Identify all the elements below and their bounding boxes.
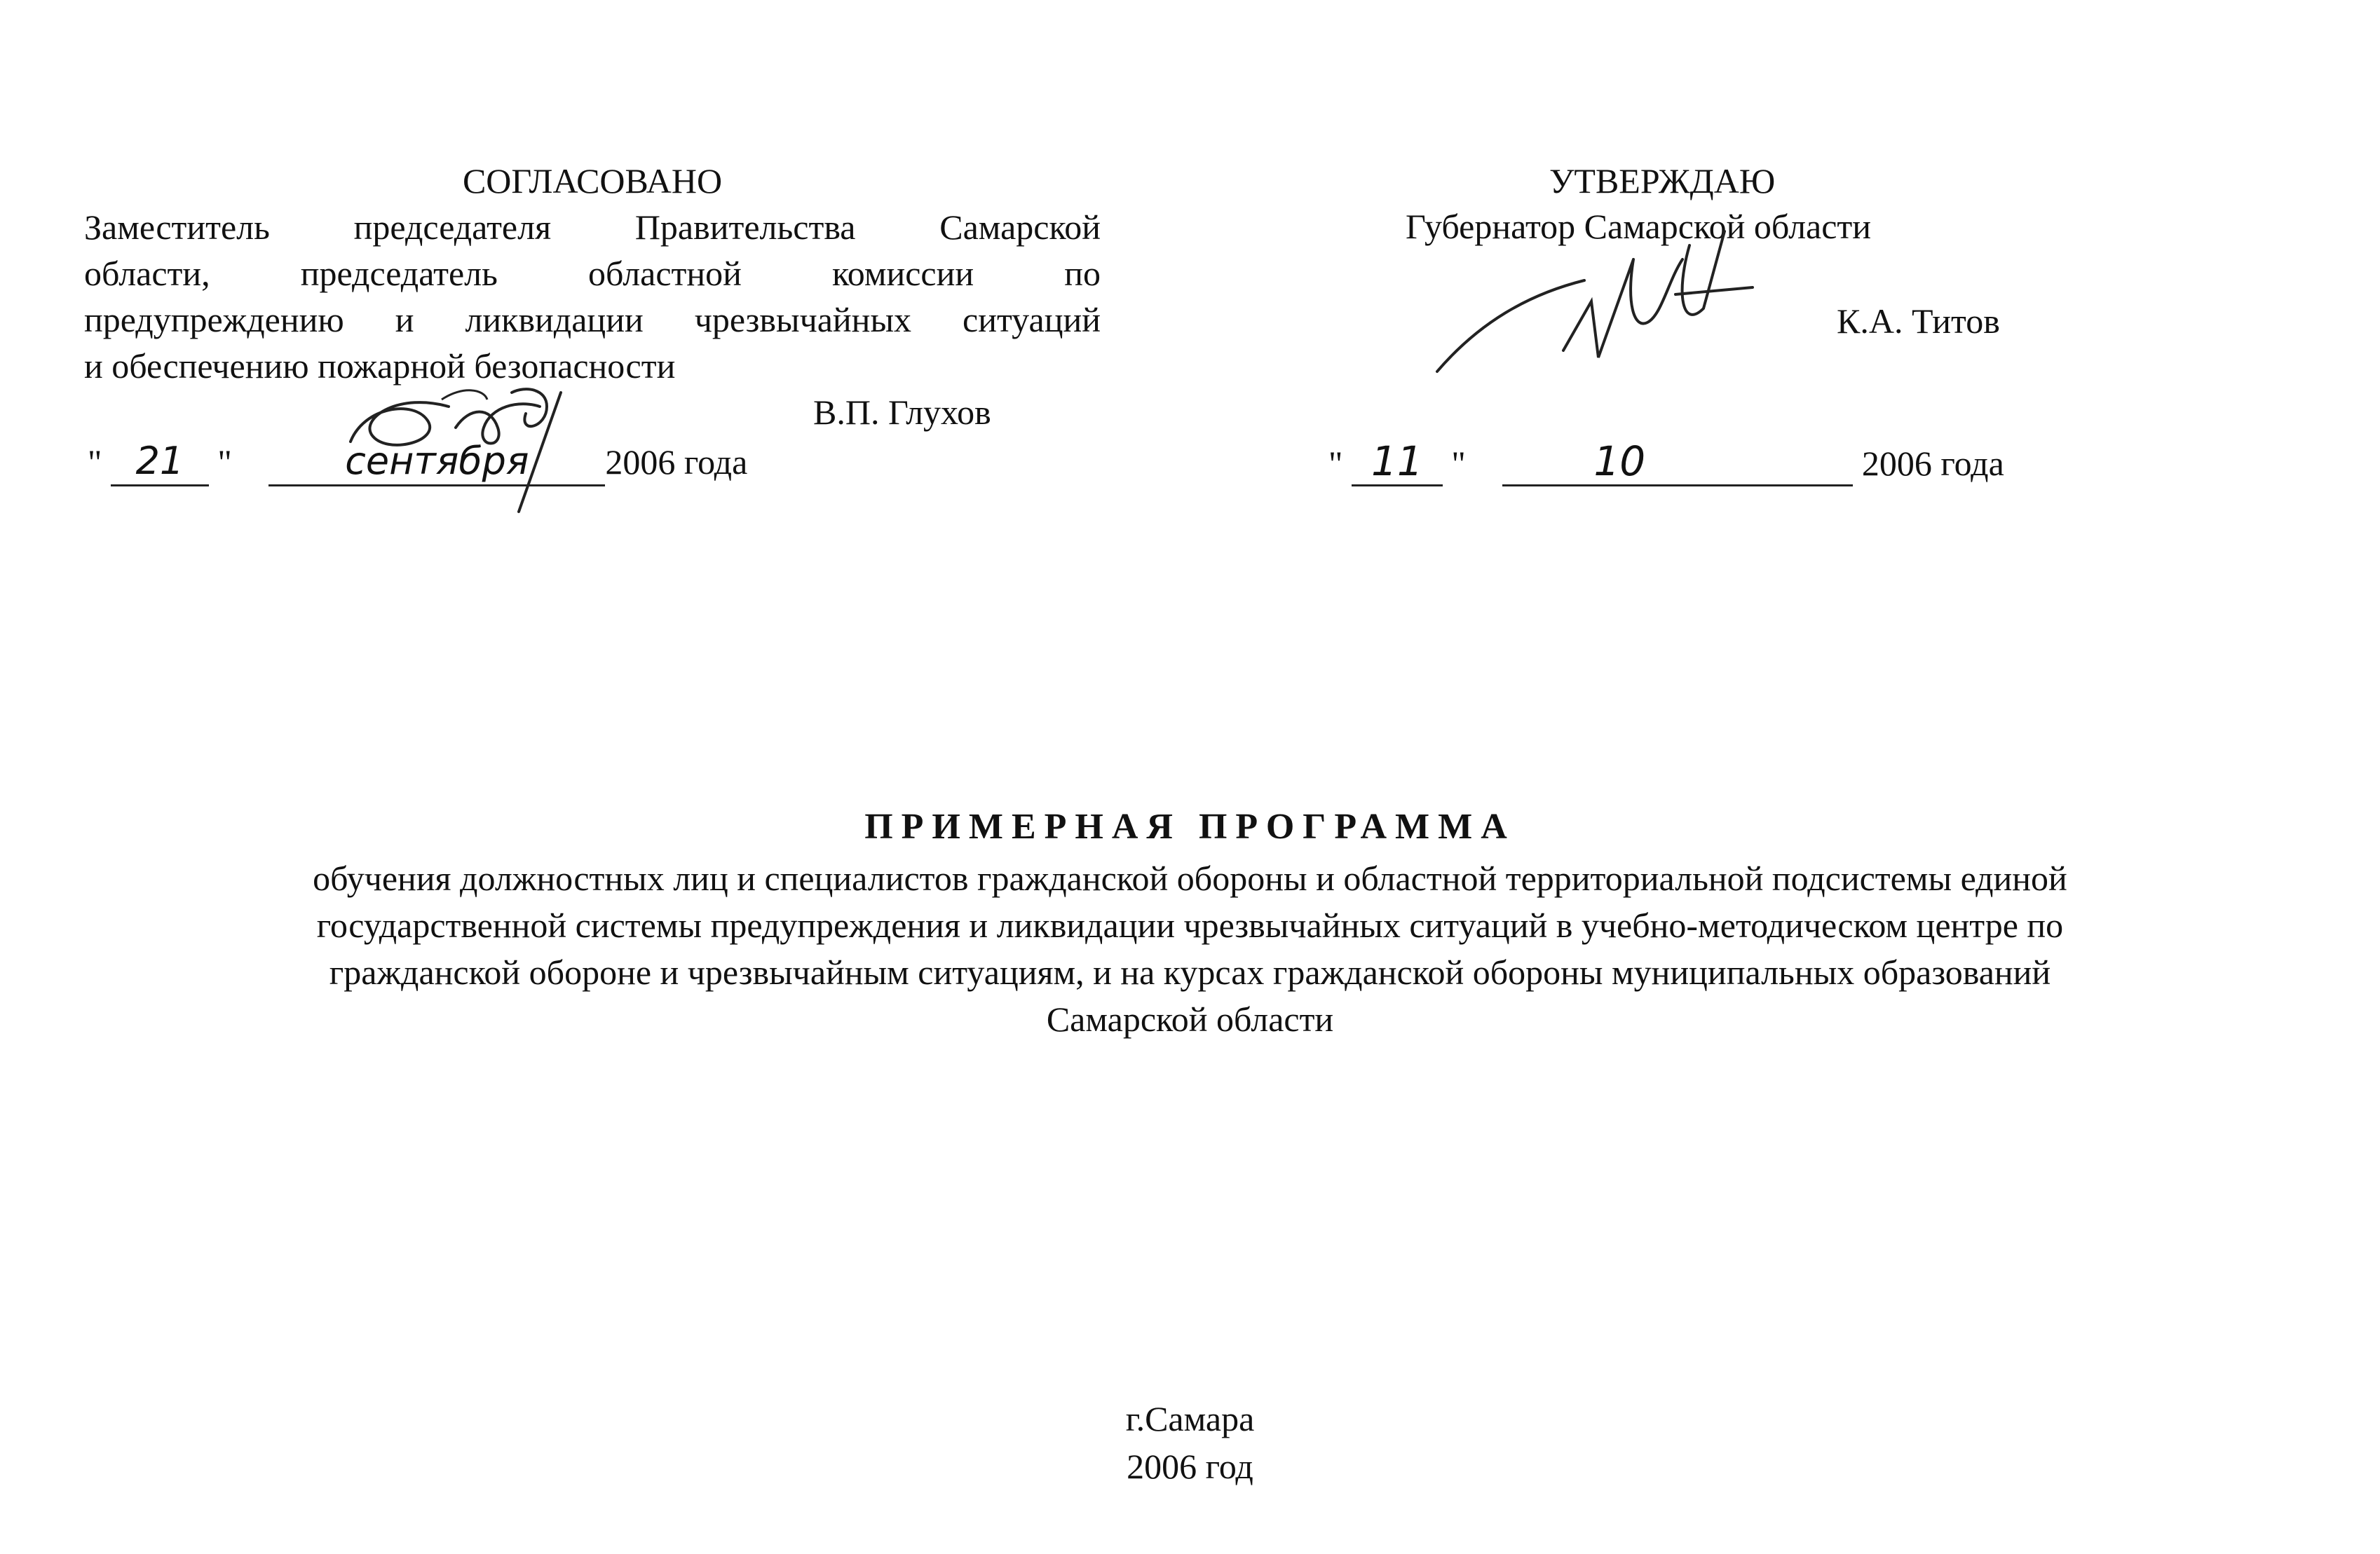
quote-close: " <box>1451 444 1466 483</box>
agreed-date-day: 21 <box>111 438 209 486</box>
footer-year: 2006 год <box>1127 1447 1253 1486</box>
agreed-position-line-4: и обеспечению пожарной безопасности <box>84 346 676 386</box>
approved-signature-icon <box>1423 217 1816 386</box>
word: по <box>1064 254 1101 293</box>
description-line: Самарской области <box>1046 1000 1334 1039</box>
approved-heading: УТВЕРЖДАЮ <box>1549 161 1776 200</box>
word: ситуаций <box>963 300 1101 339</box>
quote-close: " <box>217 442 232 482</box>
description-line: гражданской обороне и чрезвычайным ситуациям, и на курсах гражданской обороны муниципальных образований <box>329 953 2051 992</box>
word: председатель <box>300 254 498 293</box>
word: Заместитель <box>84 207 270 247</box>
word: председателя <box>353 207 552 247</box>
word: ликвидации <box>465 300 644 339</box>
footer-city: г.Самара <box>1125 1399 1255 1438</box>
agreed-signatory: В.П. Глухов <box>813 393 991 432</box>
word: Правительства <box>634 207 856 247</box>
word: и <box>395 300 414 339</box>
word: областной <box>588 254 742 293</box>
agreed-date-month: сентября <box>268 438 605 486</box>
program-title: ПРИМЕРНАЯ ПРОГРАММА <box>864 807 1516 847</box>
word: чрезвычайных <box>694 300 912 339</box>
word: Самарской <box>939 207 1101 247</box>
word: области, <box>84 254 210 293</box>
description-line: обучения должностных лиц и специалистов гражданской обороны и областной территориальной подсистемы единой <box>313 859 2067 898</box>
agreed-position-line-2 <box>84 250 1101 297</box>
agreed-date-year: 2006 года <box>605 442 748 482</box>
approved-date-year: 2006 года <box>1861 444 2004 483</box>
approved-date-month: 10 <box>1502 438 1853 486</box>
approved-date <box>1328 438 2004 486</box>
quote-open: " <box>1328 444 1343 483</box>
program-description <box>0 855 2380 1043</box>
approved-date-day: 11 <box>1352 438 1443 486</box>
word: комиссии <box>832 254 974 293</box>
approved-signatory: К.А. Титов <box>1837 301 2000 341</box>
agreed-heading: СОГЛАСОВАНО <box>462 161 723 200</box>
agreed-signature-icon <box>336 379 645 519</box>
agreed-position-line-1 <box>84 204 1101 250</box>
approved-position: Губернатор Самарской области <box>1406 207 1872 246</box>
description-line: государственной системы предупреждения и ликвидации чрезвычайных ситуаций в учебно-методическом центре по <box>316 906 2064 945</box>
agreed-position-line-3 <box>84 297 1101 343</box>
word: предупреждению <box>84 300 344 339</box>
footer <box>0 1395 2380 1490</box>
quote-open: " <box>88 442 102 482</box>
agreed-block <box>84 158 1101 389</box>
